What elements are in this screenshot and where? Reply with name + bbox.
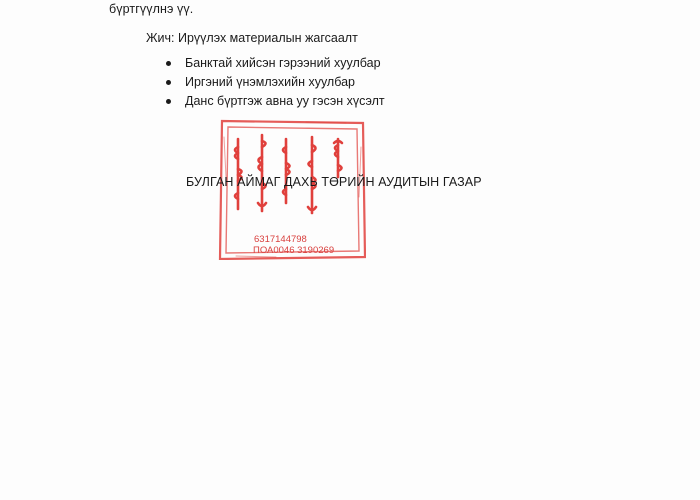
list-item-label: Данс бүртгэж авна уу гэсэн хүсэлт — [185, 94, 385, 108]
bullet-icon — [166, 80, 171, 85]
bullet-icon — [166, 61, 171, 66]
list-item — [165, 92, 385, 111]
paragraph-ending: бүртгүүлнэ үү. — [109, 2, 194, 16]
stamp-number-1: 6317144798 — [254, 234, 307, 245]
attachments-note: Жич: Ирүүлэх материалын жагсаалт — [146, 31, 358, 45]
stamp-number-2: ПОА0046 3190269 — [253, 245, 335, 256]
list-item — [165, 54, 385, 73]
signature-organization: БУЛГАН АЙМАГ ДАХЬ ТӨРИЙН АУДИТЫН ГАЗАР — [186, 175, 482, 189]
bullet-icon — [166, 99, 171, 104]
list-item-label: Иргэний үнэмлэхийн хуулбар — [185, 75, 356, 89]
cut-off-text-line — [0, 0, 700, 4]
list-item-label: Банктай хийсэн гэрээний хуулбар — [185, 56, 381, 70]
attachments-list — [165, 54, 385, 111]
cut-off-text-fragments — [0, 0, 700, 4]
list-item — [165, 73, 385, 92]
